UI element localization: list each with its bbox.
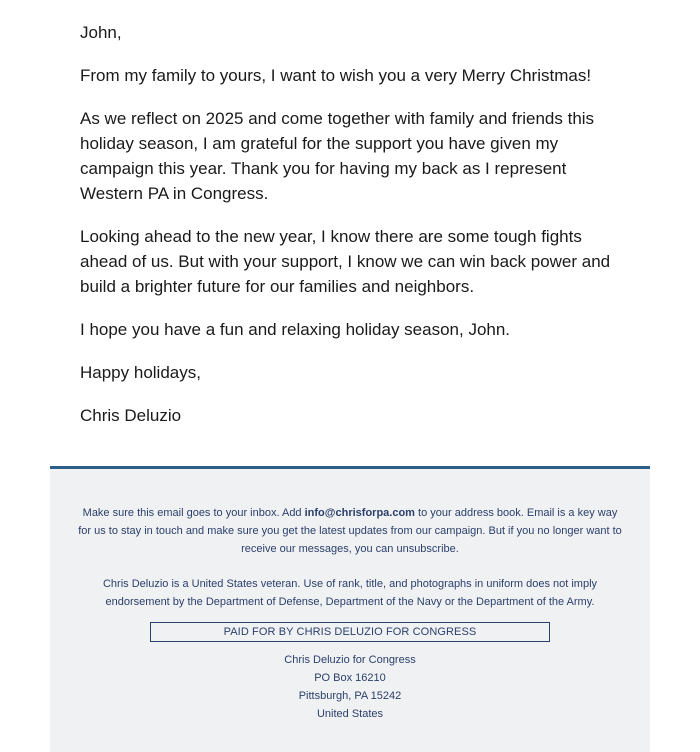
mailing-address: [50, 651, 650, 723]
address-city: Pittsburgh, PA 15242: [298, 690, 402, 702]
paragraph-christmas-wish: From my family to yours, I want to wish you a very Merry Christmas!: [80, 66, 592, 85]
veteran-disclaimer: Chris Deluzio is a United States veteran. Use of rank, title, and photographs in uniform does not imply endorsement by the Department of Defense, Department of the Navy or the Department of the Army.: [102, 578, 598, 608]
address-org: Chris Deluzio for Congress: [284, 654, 416, 666]
email-body: [80, 20, 620, 446]
email-footer: [50, 466, 650, 752]
paragraph-looking-ahead: Looking ahead to the new year, I know there are some tough fights ahead of us. But with your support, I know we can win back power and build a brighter future for our families and neighbors.: [80, 227, 611, 296]
unsubscribe-link[interactable]: unsubscribe: [396, 543, 456, 555]
inbox-text-pre: Make sure this email goes to your inbox. Add: [82, 507, 305, 519]
address-country: United States: [316, 708, 384, 720]
paragraph-holiday-wish: I hope you have a fun and relaxing holiday season, John.: [80, 320, 511, 339]
email-address-link[interactable]: info@chrisforpa.com: [304, 507, 415, 519]
signature: Chris Deluzio: [80, 406, 182, 425]
paid-for-disclaimer: PAID FOR BY CHRIS DELUZIO FOR CONGRESS: [150, 622, 550, 642]
closing: Happy holidays,: [80, 363, 201, 382]
paragraph-reflection: As we reflect on 2025 and come together with family and friends this holiday season, I am grateful for the support you have given my campaign this year. Thank you for having my back as I represent Western PA in Congress.: [80, 109, 595, 203]
inbox-notice: [78, 504, 623, 558]
inbox-period: .: [455, 543, 459, 555]
address-po-box: PO Box 16210: [314, 672, 386, 684]
greeting: John,: [80, 23, 122, 42]
inbox-text-post: to your address book. Email is a key way for us to stay in touch and make sure you get the latest updates from our campaign. But if you no longer want to receive our messages, you can: [78, 507, 622, 555]
